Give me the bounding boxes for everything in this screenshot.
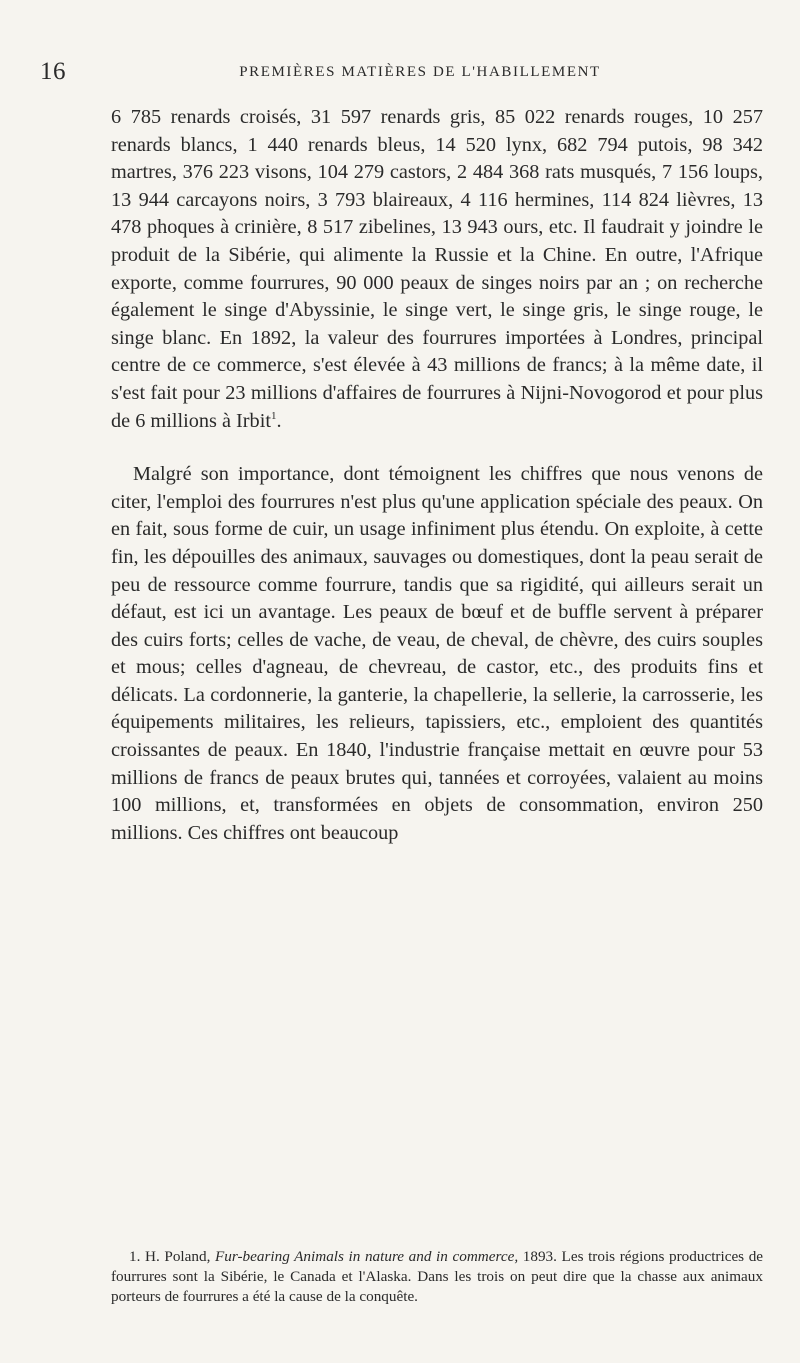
footnote-author: H. Poland, [145,1248,211,1265]
footnote-text [111,1247,763,1308]
page-header [40,58,760,88]
paragraph-gap [111,435,763,461]
paragraph-fur-statistics [111,104,763,435]
body-text [111,104,763,847]
footnote-title: Fur-bearing Animals in nature and in commerce, [215,1248,519,1265]
paragraph-text: 6 785 renards croisés, 31 597 renards gris, 85 022 renards rouges, 10 257 renards blancs, 1 440 renards bleus, 14 520 lynx, 682 794 putois, 98 342 martres, 376 223 visons, 104 279 castors, 2 484 368 rats musqués, 7 156 loups, 13 944 carcayons noirs, 3 793 blaireaux, 4 116 hermines, 114 824 lièvres, 13 478 phoques à crinière, 8 517 zibelines, 13 943 ours, etc. Il faudrait y joindre le produit de la Sibérie, qui alimente la Russie et la Chine. En outre, l'Afrique exporte, comme fourrures, 90 000 peaux de singes noirs par an ; on recherche également le singe d'Abyssinie, le singe vert, le singe gris, le singe rouge, le singe blanc. En 1892, la valeur des fourrures importées à Londres, principal centre de ce commerce, s'est élevée à 43 millions de francs; à la même date, il s'est fait pour 23 millions d'affaires de fourrures à Nijni-Novogorod et pour plus de 6 millions à Irbit [111,106,763,432]
page-number: 16 [40,58,66,85]
footnote-year: 1893. [522,1248,557,1265]
footnote [111,1247,763,1308]
footnote-reference[interactable]: 1 [270,409,277,422]
footnote-number: 1. [129,1248,141,1265]
running-head: PREMIÈRES MATIÈRES DE L'HABILLEMENT [239,64,601,80]
footnote-body: Les trois régions productrices de fourrures sont la Sibérie, le Canada et l'Alaska. Dans les trois on peut dire que la chasse aux animaux porteurs de fourrures a été la cause de la conquête. [111,1248,764,1306]
paragraph-tail: . [276,409,282,432]
paragraph-leather: Malgré son importance, dont témoignent les chiffres que nous venons de citer, l'emploi des fourrures n'est plus qu'une application spéciale des peaux. On en fait, sous forme de cuir, un usage infiniment plus étendu. On exploite, à cette fin, les dépouilles des animaux, sauvages ou domestiques, dont la peau serait de peu de ressource comme fourrure, tandis que sa rigidité, qui ailleurs serait un défaut, est ici un avantage. Les peaux de bœuf et de buffle servent à préparer des cuirs forts; celles de vache, de veau, de cheval, de chèvre, des cuirs souples et mous; celles d'agneau, de chevreau, de castor, etc., des produits fins et délicats. La cordonnerie, la ganterie, la chapellerie, la sellerie, la carrosserie, les équipements militaires, les relieurs, tapissiers, etc., emploient des quantités croissantes de peaux. En 1840, l'industrie française mettait en œuvre pour 53 millions de francs de peaux brutes qui, tannées et corroyées, valaient au moins 100 millions, et, transformées en objets de consommation, environ 250 millions. Ces chiffres ont beaucoup [111,463,763,844]
